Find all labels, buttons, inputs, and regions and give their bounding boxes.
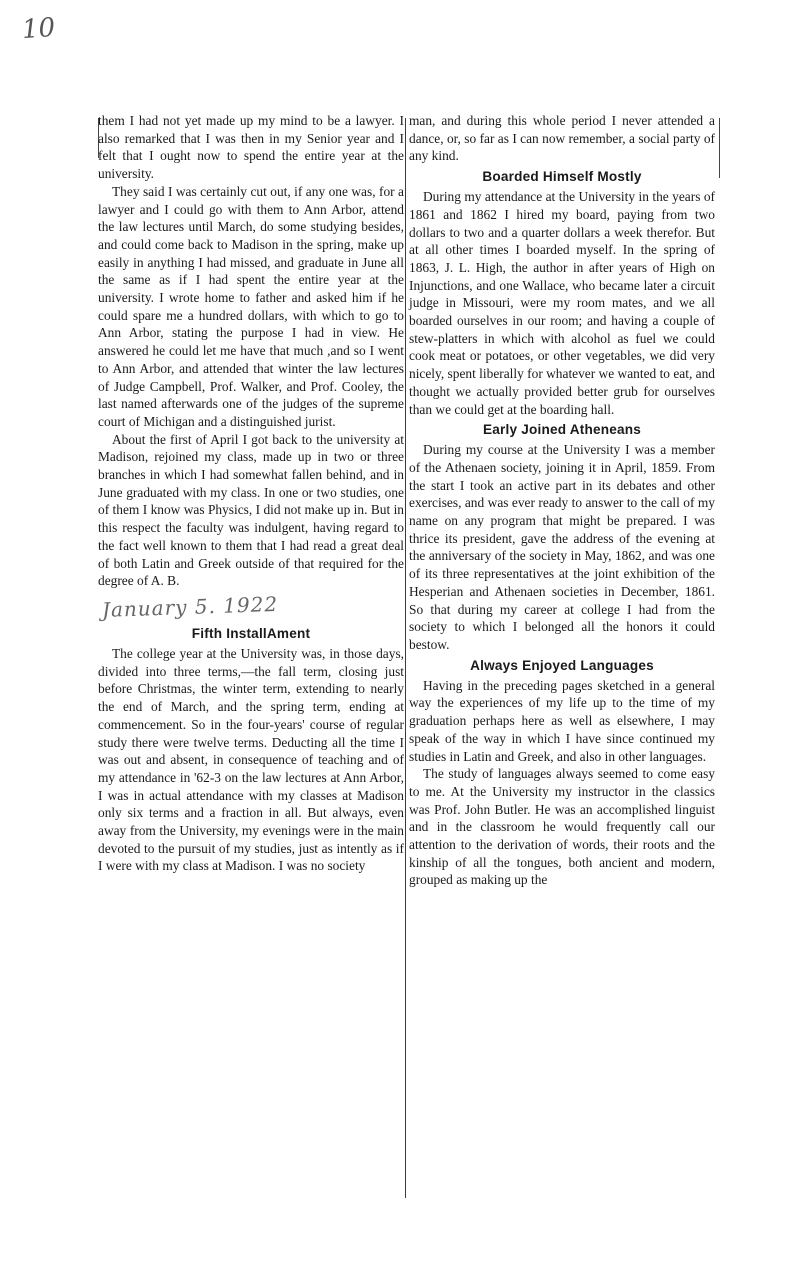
right-paragraph-2: During my attendance at the University in the years of 1861 and 1862 I hired my board, paying from two dollars to two and a quarter dollars a week therefor. But at all other times I boarded myself. In the spring of 1863, J. L. High, the author in after years of High on Injunctions, and one Wallace, who became later a circuit judge in Missouri, were my room mates, and we all boarded ourselves in our room; and having a couple of stew-platters in which with alcohol as fuel we could cook meat or potatoes, or other vegetables, we did very nicely, spent liberally for whatever we wanted to eat, and thought we actually provided better grub for ourselves than we could get at the boarding hall. <box>409 189 715 417</box>
right-paragraph-3: During my course at the University I was a member of the Athenaen society, joining it in April, 1859. From the start I took an active part in its debates and other exercises, and was ever ready to answer to the call of my name on any program that might be prepared. I was thrice its president, gave the address of the evening at the anniversary of the society in May, 1862, and was one of its three representatives at the joint exhibition of the Hesperian and Athenaen societies in December, 1861. So that during my career at college I had from the society to which I belonged all the honors it could bestow. <box>409 442 715 652</box>
heading-boarded-himself: Boarded Himself Mostly <box>482 169 642 185</box>
left-paragraph-1: them I had not yet made up my mind to be a lawyer. I also remarked that I was then in my Senior year and I felt that I ought now to spend the entire year at the university. <box>98 113 404 182</box>
handwritten-date: January 5. 1922 <box>101 591 279 622</box>
left-paragraph-4: The college year at the University was, in those days, divided into three terms,—the fall term, closing just before Christmas, the winter term, extending to nearly the end of March, and the spring term, ending at commencement. So in the four-years' course of regular study there were twelve terms. Deducting all the time I was out and absent, in consequence of teaching and of my attendance in '62-3 on the law lectures at Ann Arbor, I was in actual attendance with my classes at Madison only six terms and a fraction in all. But always, even away from the University, my evenings were in the main devoted to the pursuit of my studies, just as intently as if I were with my class at Madison. I was no society <box>98 645 404 874</box>
heading-early-joined-atheneans: Early Joined Atheneans <box>482 422 641 438</box>
page-number: 10 <box>20 12 57 46</box>
left-paragraph-2: They said I was certainly cut out, if any one was, for a lawyer and I could go with them to Ann Arbor, attend the law lectures until March, do some studying besides, and could come back to Madison in the spring, make up easily in anything I had missed, and graduate in June all the same as if I had spent the entire year at the university. I wrote home to father and asked him if he could spare me a hundred dollars, with which to go to Ann Arbor, stating the purpose I had in view. He answered he could let me have that much ,and so I went to Ann Arbor, and attended that winter the law lectures of Judge Campbell, Prof. Walker, and Prof. Cooley, the last named afterwards one of the judges of the supreme court of Michigan and a distinguished jurist. <box>98 183 404 429</box>
right-paragraph-1: man, and during this whole period I never attended a dance, or, so far as I can now remember, a social party of any kind. <box>409 113 715 164</box>
left-column <box>98 112 404 875</box>
column-divider <box>405 118 406 1198</box>
right-paragraph-5: The study of languages always seemed to come easy to me. At the University my instructor in the classics was Prof. John Butler. He was an accomplished linguist and in the classroom he would frequently call our attention to the derivation of words, their roots and the kinship of all the tongues, both ancient and modern, grouped as making up the <box>409 766 715 888</box>
heading-fifth-installment: Fifth InstallAment <box>191 625 311 641</box>
left-paragraph-3: About the first of April I got back to the university at Madison, rejoined my class, made up in two or three branches in which I had somewhat fallen behind, and in June graduated with my class. In one or two studies, one of them I know was Physics, I did not make up in. But in this respect the faculty was indulgent, having regard to the fact well known to them that I had read a great deal of both Latin and Greek outside of that required for the degree of A. B. <box>98 431 404 589</box>
newspaper-clipping <box>98 112 718 1202</box>
right-column <box>409 112 715 889</box>
clipping-right-edge <box>719 118 720 178</box>
right-paragraph-4: Having in the preceding pages sketched in a general way the experiences of my life up to the time of my graduation perhaps here as well as elsewhere, I may speak of the way in which I have since continued my studies in Latin and Greek, and also in other languages. <box>409 677 715 764</box>
heading-always-enjoyed-languages: Always Enjoyed Languages <box>470 657 654 673</box>
